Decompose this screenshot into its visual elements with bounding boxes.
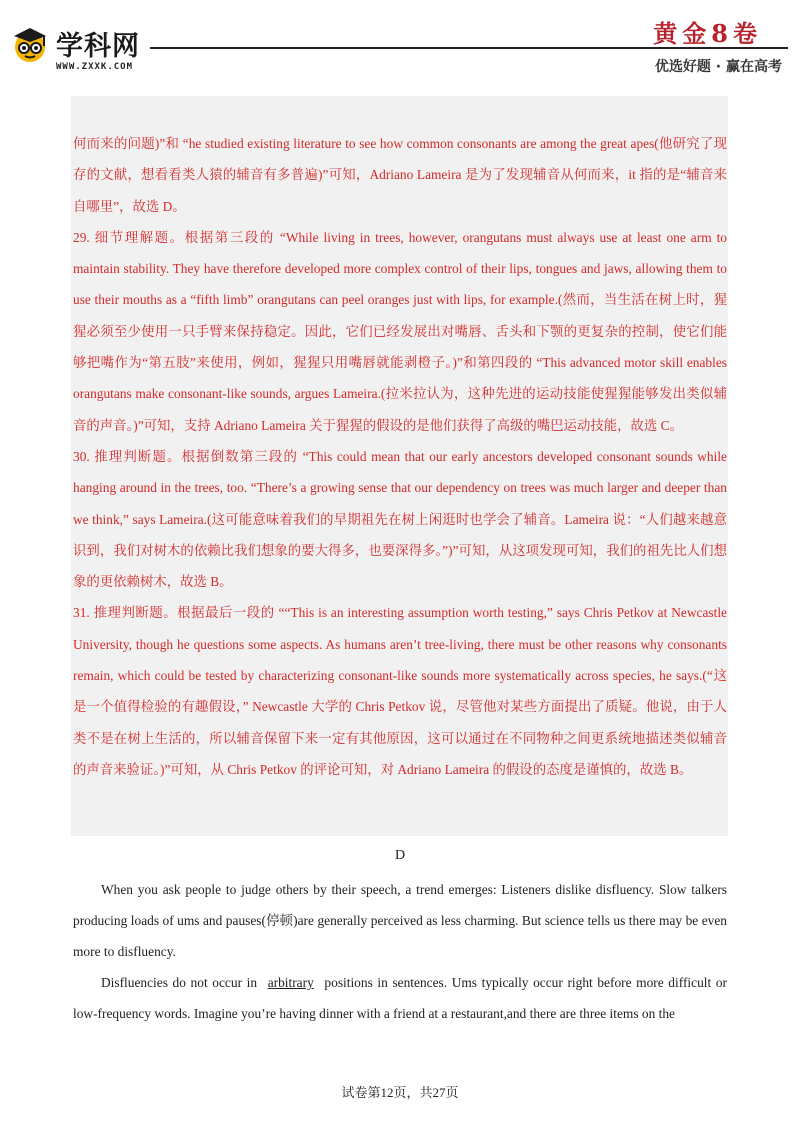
passage-paragraph: When you ask people to judge others by their speech, a trend emerges: Listeners dislike disfluency. Slow talkers producing loads of ums and pauses(停顿)are generally perceived as less charming. But science tells us there may be even more to disfluency. — [73, 882, 727, 959]
answer-paragraph: 31. 推理判断题。根据最后一段的 ““This is an interesting assumption worth testing,” says Chris Petkov at Newcastle University, though he questions some aspects. As humans aren’t tree-living, there must be other reasons why consonants remain, which could be tested by characterizing consonant-like sounds more systematically across species, he says.(“这是一个值得检验的有趣假设，” Newcastle 大学的 Chris Petkov 说，尽管他对某些方面提出了质疑。他说，由于人类不是在树上生活的，所以辅音保留下来一定有其他原因，这可以通过在不同物种之间更系统地描述类似辅音的声音来验证。)”可知，从 Chris Petkov 的评论可知，对 Adriano Lameira 的假设的态度是谨慎的，故选 B。 — [73, 605, 727, 777]
page-footer: 试卷第12页，共27页 — [341, 1085, 459, 1100]
brand-name: 学科网 — [56, 31, 140, 62]
answer-explanations — [73, 128, 727, 785]
answer-paragraph: 29. 细节理解题。根据第三段的 “While living in trees, however, orangutans must always use at least one arm to maintain stability. They have therefore developed more complex control of their lips, tongues and jaws, allowing them to use their mouths as a “fifth limb” orangutans can peel oranges just with lips, for example.(然而，当生活在树上时，猩猩必须至少使用一只手臂来保持稳定。因此，它们已经发展出对嘴唇、舌头和下颚的更复杂的控制，使它们能够把嘴作为“第五肢”来使用，例如，猩猩只用嘴唇就能剥橙子。)”和第四段的 “This advanced motor skill enables orangutans make consonant-like sounds, argues Lameira.(拉米拉认为，这种先进的运动技能使猩猩能够发出类似辅音的声音。)”可知，支持 Adriano Lameira 关于猩猩的假设的是他们获得了高级的嘴巴运动技能，故选 C。 — [73, 229, 727, 433]
answer-paragraph: 何而来的问题)”和 “he studied existing literature to see how common consonants are among the great apes(他研究了现存的文献，想看看类人猿的辅音有多普遍)”可知，Adriano Lameira 是为了发现辅音从何而来，it 指的是“辅音来自哪里”，故选 D。 — [73, 136, 727, 214]
section-heading: D — [394, 848, 406, 863]
answer-paragraph: 30. 推理判断题。根据倒数第三段的 “This could mean that our early ancestors developed consonant sounds while hanging around in the trees, too. “There’s a growing sense that our dependency on trees was much larger and deeper than we think,” says Lameira.(这可能意味着我们的早期祖先在树上闲逛时也学会了辅音。Lameira 说：“人们越来越意识到，我们对树木的依赖比我们想象的要大得多，也要深得多。”)”可知，从这项发现可知，我们的祖先比人们想象的更依赖树木，故选 B。 — [73, 448, 727, 590]
underlined-word: arbitrary — [267, 975, 314, 990]
passage-text: positions in sentences. Ums typically occur right before more difficult or low-frequency words. Imagine you’re having dinner with a friend at a restaurant,and there are three items on the — [73, 975, 727, 1021]
page-header — [0, 0, 800, 90]
slogan: 优选好题 · 赢在高考 — [654, 59, 782, 75]
reading-passage — [73, 874, 727, 1029]
passage-paragraph — [73, 967, 727, 1029]
passage-text: Disfluencies do not occur in — [101, 975, 258, 990]
brand-url: WWW.ZXXK.COM — [56, 62, 134, 72]
series-title: 黄金8卷 — [653, 19, 762, 48]
mascot-logo-icon — [10, 24, 50, 64]
